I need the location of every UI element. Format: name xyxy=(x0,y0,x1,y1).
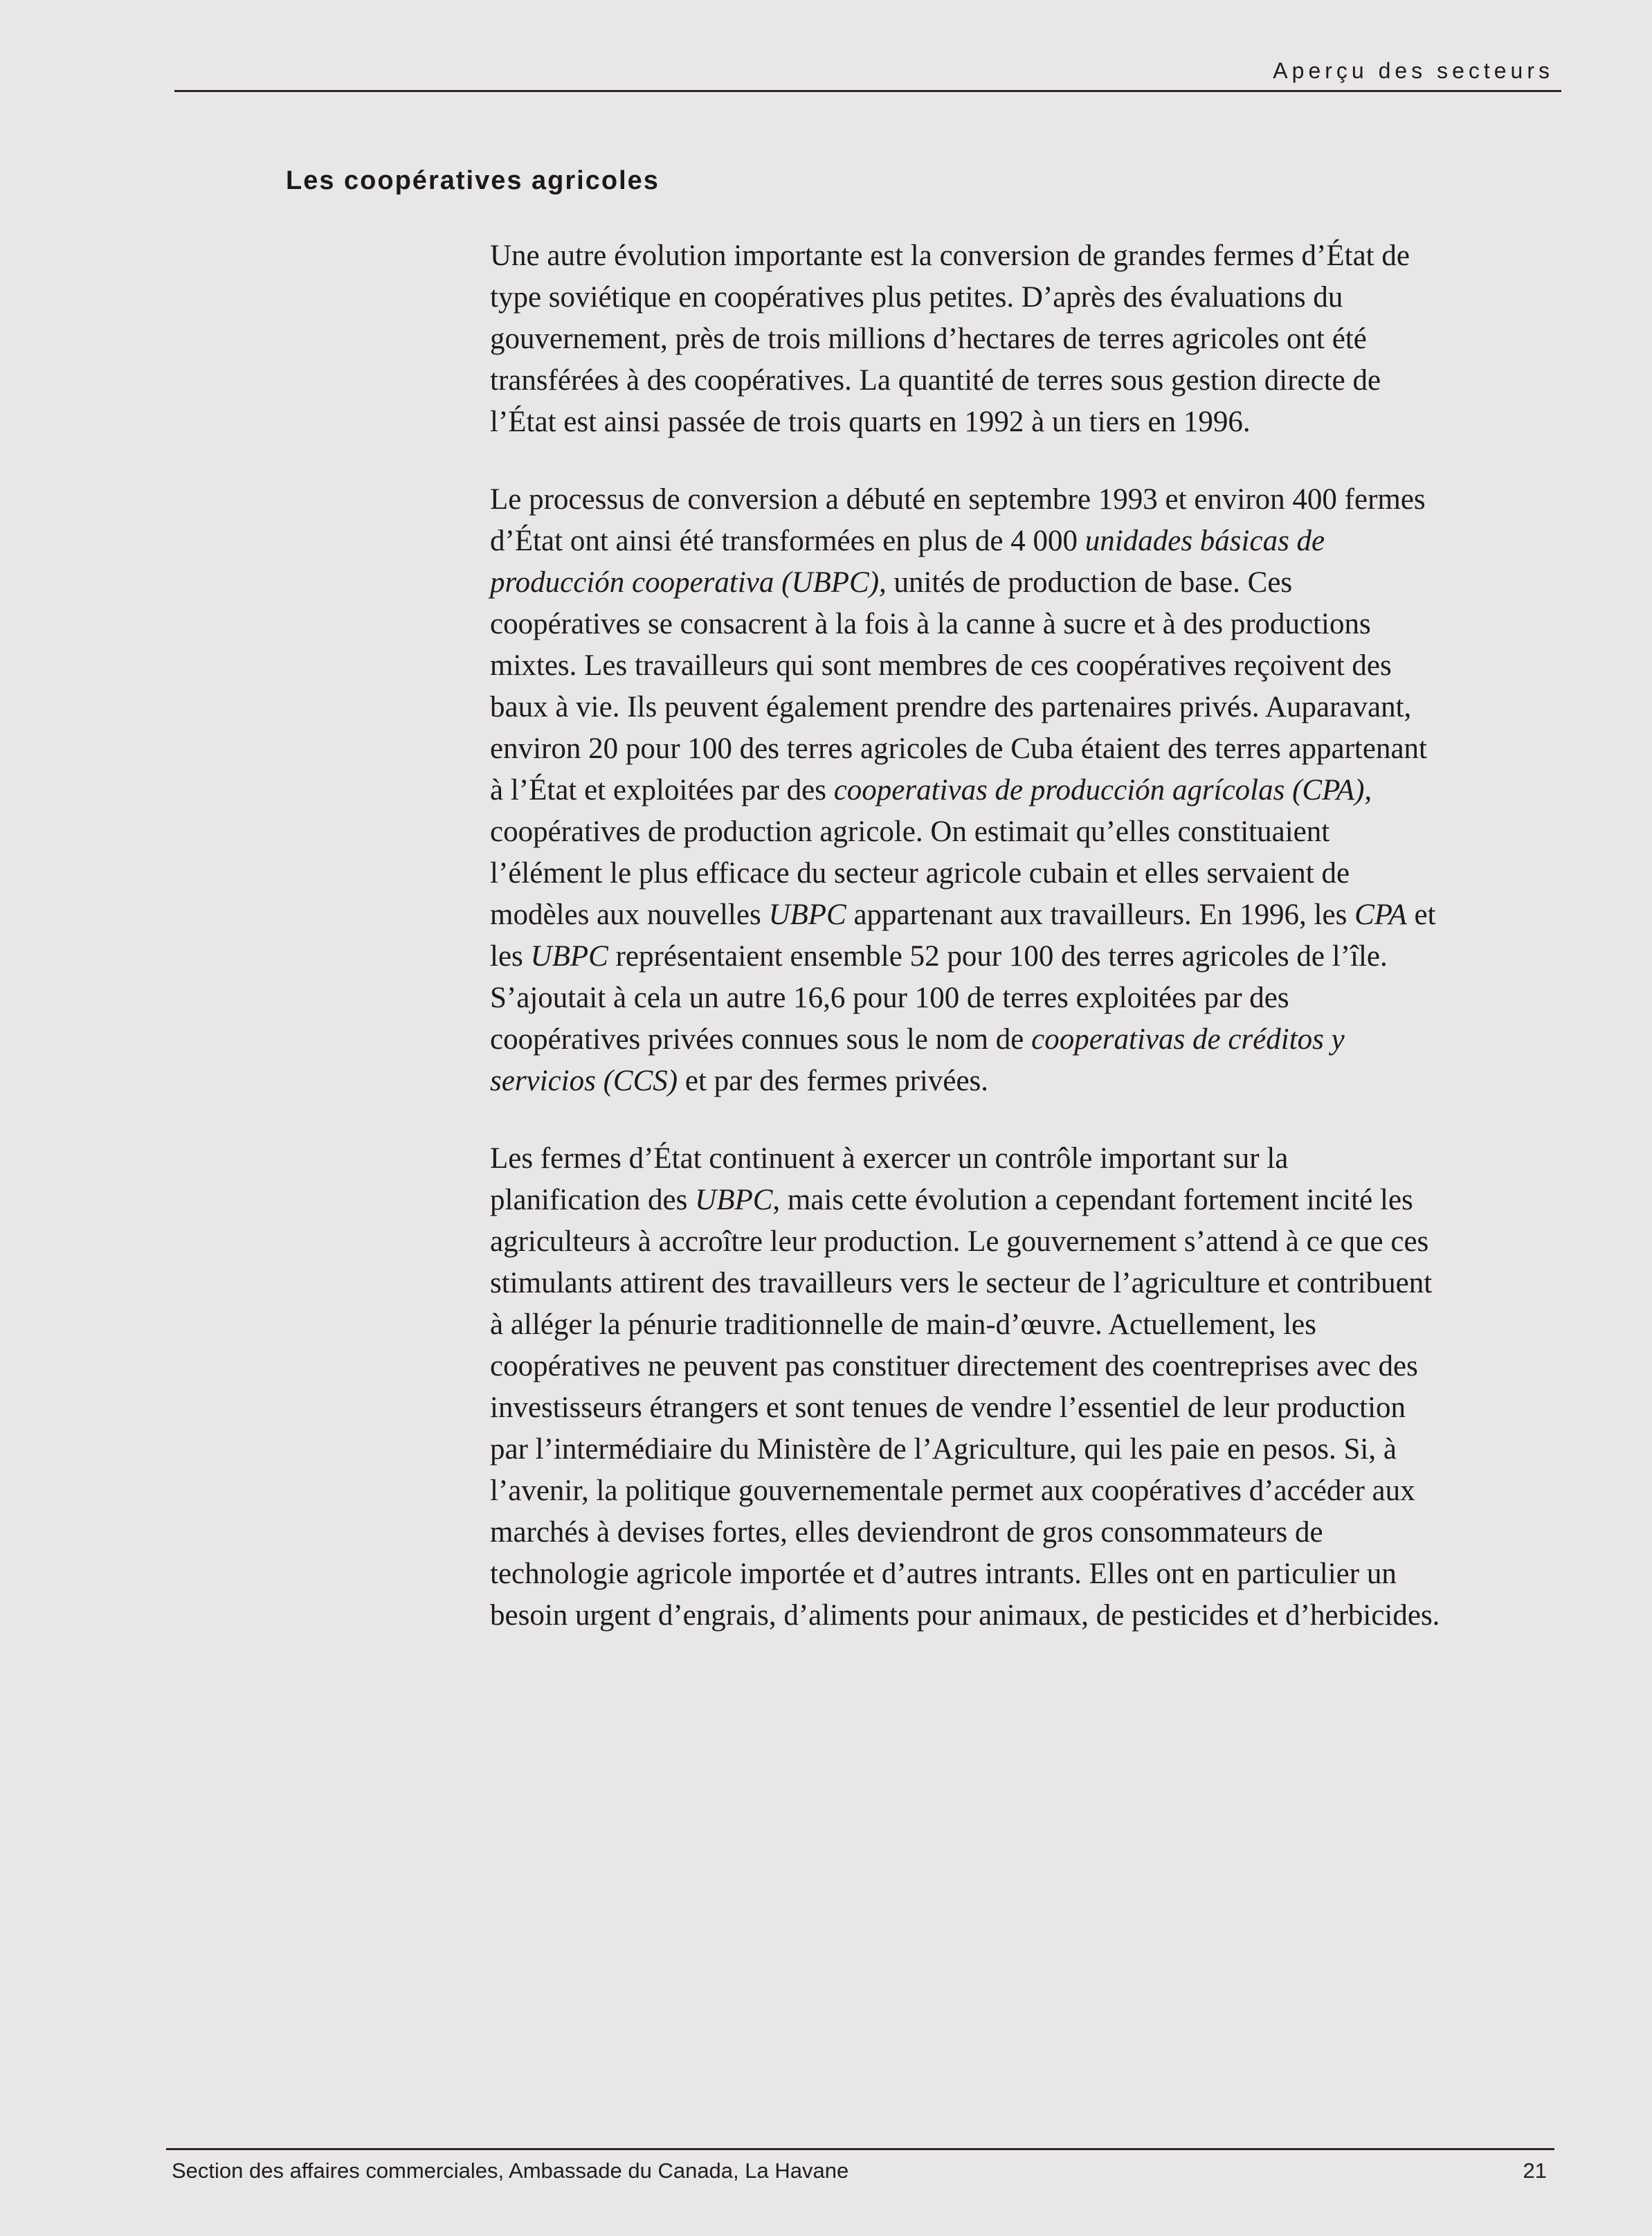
text-run: unités de production de base. Ces coopératives se consacrent à la fois à la canne à sucre et à des productions mixtes. Les travailleurs qui sont membres de ces coopératives reçoivent des baux à vie. Ils peuvent également prendre des partenaires privés. Auparavant, environ 20 pour 100 des terres agricoles de Cuba étaient des terres appartenant à l’État et exploitées par des xyxy=(490,566,1427,806)
italic-term: CPA xyxy=(1354,899,1407,931)
header-rule xyxy=(174,90,1561,92)
body-text xyxy=(490,235,1445,1673)
italic-term: UBPC xyxy=(768,899,846,931)
italic-term: UBPC xyxy=(530,940,608,973)
italic-term: cooperativas de créditos y servicios (CCS) xyxy=(490,1023,1345,1097)
text-run: Le processus de conversion a débuté en septembre 1993 et environ 400 fermes d’État ont ainsi été transformées en plus de 4 000 xyxy=(490,483,1426,557)
paragraph-3 xyxy=(490,1138,1445,1637)
text-run: et les xyxy=(490,899,1436,973)
text-run: appartenant aux travailleurs. En 1996, les xyxy=(846,899,1355,931)
running-header: Aperçu des secteurs xyxy=(1273,58,1554,83)
section-heading: Les coopératives agricoles xyxy=(286,166,660,195)
text-run: , mais cette évolution a cependant fortement incité les agriculteurs à accroître leur production. Le gouvernement s’attend à ce que ces stimulants attirent des travailleurs vers le secteur de l’agriculture et contribuent à alléger la pénurie traditionnelle de main-d’œuvre. Actuellement, les coopératives ne peuvent pas constituer directement des coentreprises avec des investisseurs étrangers et sont tenues de vendre l’essentiel de leur production par l’intermédiaire du Ministère de l’Agriculture, qui les paie en pesos. Si, à l’avenir, la politique gouvernementale permet aux coopératives d’accéder aux marchés à devises fortes, elles deviendront de gros consommateurs de technologie agricole importée et d’autres intrants. Elles ont en particulier un besoin urgent d’engrais, d’aliments pour animaux, de pesticides et d’herbicides. xyxy=(490,1184,1440,1632)
italic-term: unidades básicas de producción cooperativa (UBPC), xyxy=(490,525,1325,599)
italic-term: cooperativas de producción agrícolas (CPA), xyxy=(833,774,1372,806)
text-run: coopératives de production agricole. On estimait qu’elles constituaient l’élément le plus efficace du secteur agricole cubain et elles servaient de modèles aux nouvelles xyxy=(490,815,1350,931)
footer-text: Section des affaires commerciales, Ambassade du Canada, La Havane xyxy=(172,2158,849,2183)
text-run: Les fermes d’État continuent à exercer un contrôle important sur la planification des xyxy=(490,1142,1289,1216)
paragraph-2 xyxy=(490,479,1445,1102)
page-number: 21 xyxy=(1523,2158,1547,2183)
text-run: et par des fermes privées. xyxy=(678,1065,989,1097)
italic-term: UBPC xyxy=(695,1184,773,1216)
paragraph-1: Une autre évolution importante est la conversion de grandes fermes d’État de type soviétique en coopératives plus petites. D’après des évaluations du gouvernement, près de trois millions d’hectares de terres agricoles ont été transférées à des coopératives. La quantité de terres sous gestion directe de l’État est ainsi passée de trois quarts en 1992 à un tiers en 1996. xyxy=(490,240,1410,438)
footer-rule xyxy=(166,2148,1554,2150)
text-run: représentaient ensemble 52 pour 100 des terres agricoles de l’île. S’ajoutait à cela un autre 16,6 pour 100 de terres exploitées par des coopératives privées connues sous le nom de xyxy=(490,940,1388,1056)
